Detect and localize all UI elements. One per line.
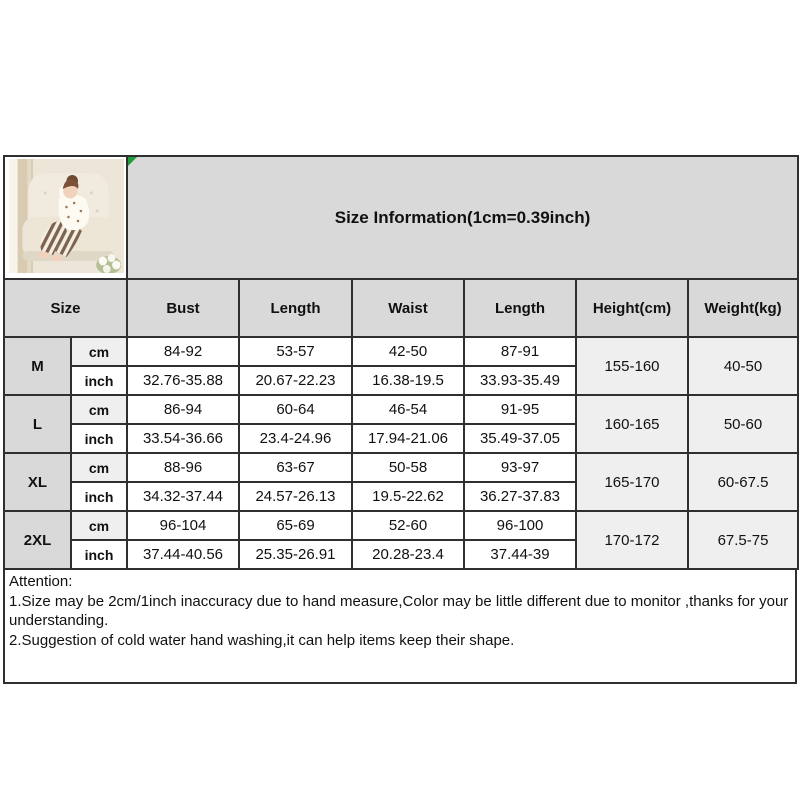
- col-header-weight: Weight(kg): [688, 279, 798, 337]
- unit-inch-label: inch: [71, 540, 127, 569]
- unit-cm-label: cm: [71, 511, 127, 540]
- height-value: 170-172: [576, 511, 688, 569]
- measurement-value: 20.28-23.4: [352, 540, 464, 569]
- measurement-value: 91-95: [464, 395, 576, 424]
- height-value: 165-170: [576, 453, 688, 511]
- col-header-size: Size: [4, 279, 127, 337]
- measurement-value: 65-69: [239, 511, 352, 540]
- title-cell: [127, 156, 798, 279]
- attention-note-2: 2.Suggestion of cold water hand washing,it can help items keep their shape.: [9, 631, 515, 649]
- measurement-value: 35.49-37.05: [464, 424, 576, 453]
- measurement-value: 32.76-35.88: [127, 366, 239, 395]
- page-title: Size Information(1cm=0.39inch): [334, 207, 591, 227]
- weight-value: 60-67.5: [688, 453, 798, 511]
- measurement-value: 52-60: [352, 511, 464, 540]
- size-label-xl: XL: [4, 453, 71, 511]
- measurement-value: 37.44-40.56: [127, 540, 239, 569]
- measurement-value: 96-104: [127, 511, 239, 540]
- height-value: 160-165: [576, 395, 688, 453]
- product-photo: [9, 159, 124, 273]
- measurement-value: 25.35-26.91: [239, 540, 352, 569]
- unit-cm-label: cm: [71, 337, 127, 366]
- weight-value: 40-50: [688, 337, 798, 395]
- col-header-length2: Length: [464, 279, 576, 337]
- measurement-value: 46-54: [352, 395, 464, 424]
- height-value: 155-160: [576, 337, 688, 395]
- measurement-value: 42-50: [352, 337, 464, 366]
- unit-cm-label: cm: [71, 395, 127, 424]
- size-table: [3, 155, 799, 570]
- measurement-value: 36.27-37.83: [464, 482, 576, 511]
- measurement-value: 20.67-22.23: [239, 366, 352, 395]
- col-header-waist: Waist: [352, 279, 464, 337]
- unit-cm-label: cm: [71, 453, 127, 482]
- measurement-value: 19.5-22.62: [352, 482, 464, 511]
- size-label-2xl: 2XL: [4, 511, 71, 569]
- measurement-value: 60-64: [239, 395, 352, 424]
- measurement-value: 63-67: [239, 453, 352, 482]
- weight-value: 50-60: [688, 395, 798, 453]
- measurement-value: 37.44-39: [464, 540, 576, 569]
- measurement-value: 86-94: [127, 395, 239, 424]
- measurement-value: 53-57: [239, 337, 352, 366]
- comment-marker-icon: [128, 157, 137, 166]
- attention-note-1: 1.Size may be 2cm/1inch inaccuracy due to hand measure,Color may be little different due to monitor ,thanks for your understanding.: [9, 592, 789, 629]
- size-label-m: M: [4, 337, 71, 395]
- attention-section: [3, 570, 797, 684]
- measurement-value: 34.32-37.44: [127, 482, 239, 511]
- measurement-value: 96-100: [464, 511, 576, 540]
- size-label-l: L: [4, 395, 71, 453]
- col-header-length1: Length: [239, 279, 352, 337]
- measurement-value: 16.38-19.5: [352, 366, 464, 395]
- measurement-value: 33.54-36.66: [127, 424, 239, 453]
- col-header-height: Height(cm): [576, 279, 688, 337]
- col-header-bust: Bust: [127, 279, 239, 337]
- size-sheet: [3, 155, 797, 684]
- measurement-value: 23.4-24.96: [239, 424, 352, 453]
- measurement-value: 88-96: [127, 453, 239, 482]
- weight-value: 67.5-75: [688, 511, 798, 569]
- measurement-value: 87-91: [464, 337, 576, 366]
- measurement-value: 84-92: [127, 337, 239, 366]
- attention-heading: Attention:: [9, 573, 73, 590]
- unit-inch-label: inch: [71, 424, 127, 453]
- measurement-value: 17.94-21.06: [352, 424, 464, 453]
- unit-inch-label: inch: [71, 482, 127, 511]
- measurement-value: 33.93-35.49: [464, 366, 576, 395]
- measurement-value: 24.57-26.13: [239, 482, 352, 511]
- unit-inch-label: inch: [71, 366, 127, 395]
- product-photo-cell: [4, 156, 127, 279]
- measurement-value: 50-58: [352, 453, 464, 482]
- measurement-value: 93-97: [464, 453, 576, 482]
